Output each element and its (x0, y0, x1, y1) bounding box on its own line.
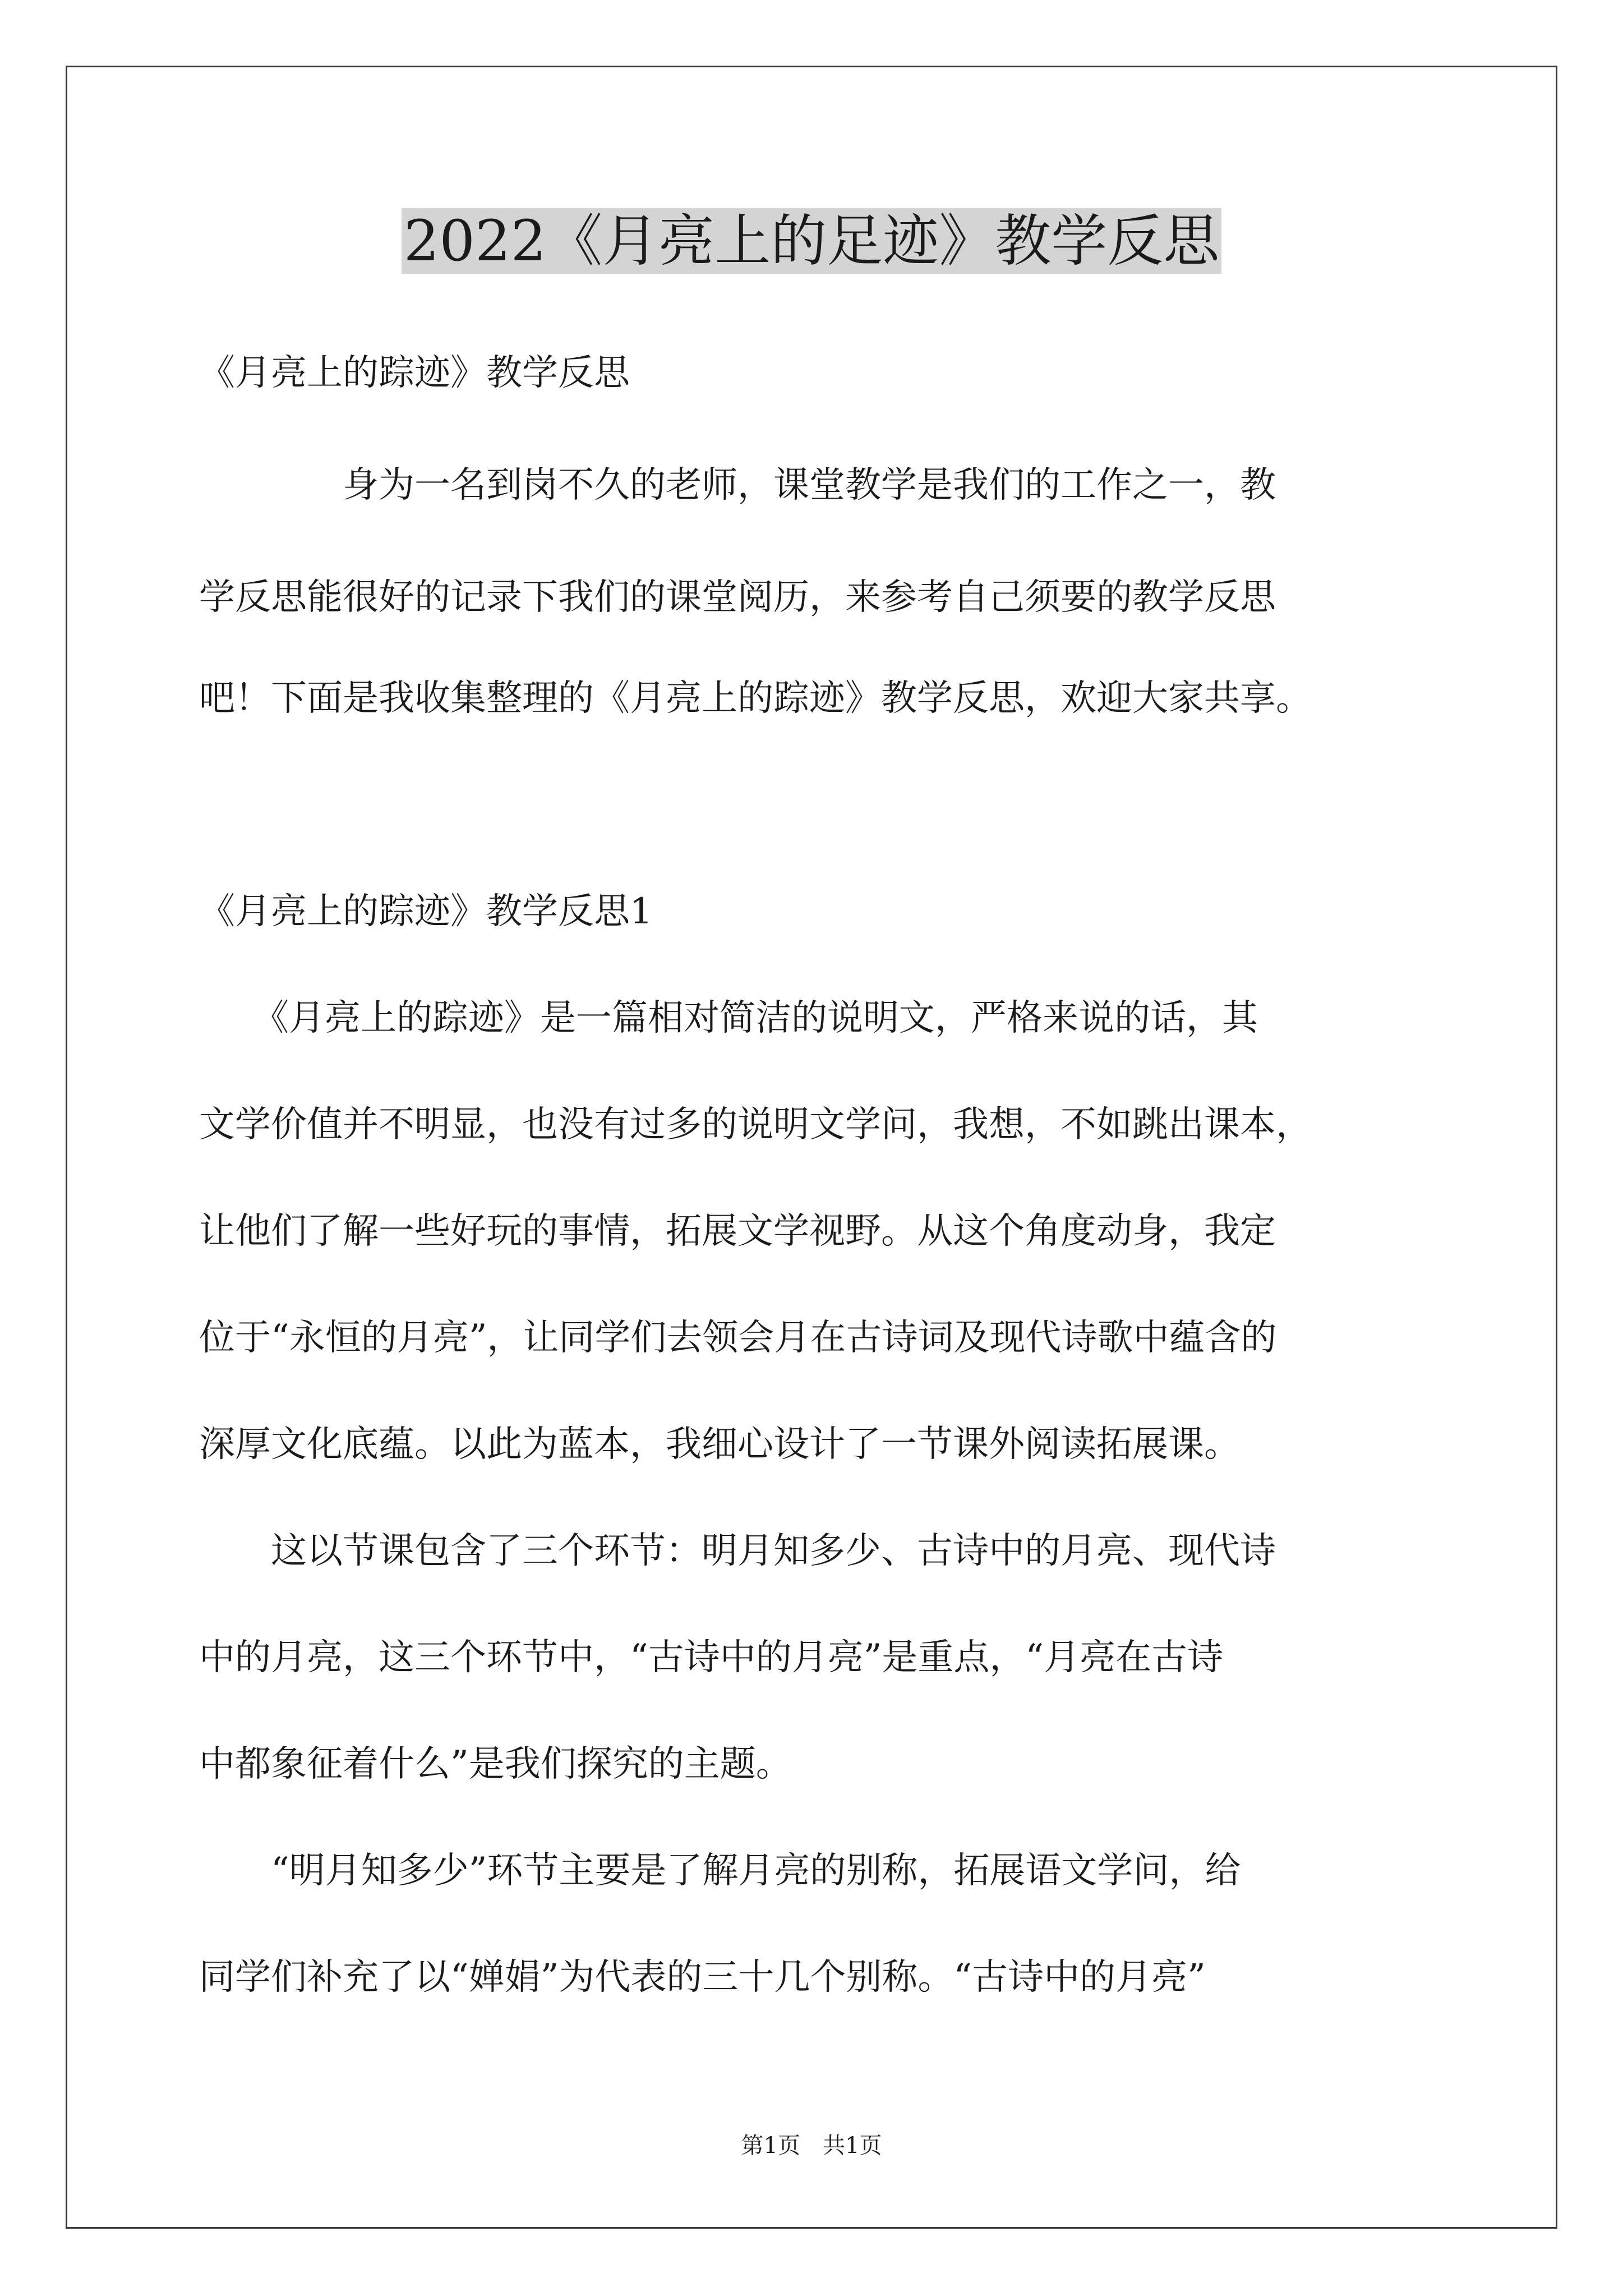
document-title (0, 199, 1623, 283)
page-footer (0, 2129, 1623, 2162)
body-line: 这以节课包含了三个环节：明月知多少、古诗中的月亮、现代诗 (199, 1530, 1276, 1572)
body-line: 《月亮上的踪迹》是一篇相对简洁的说明文，严格来说的话，其 (199, 997, 1258, 1039)
body-line: 让他们了解一些好玩的事情，拓展文学视野。从这个角度动身，我定 (199, 1211, 1276, 1252)
subtitle-line: 《月亮上的踪迹》教学反思 (199, 352, 630, 394)
body-line: 位于“永恒的月亮”，让同学们去领会月在古诗词及现代诗歌中蕴含的 (199, 1317, 1277, 1359)
body-line: 文学价值并不明显，也没有过多的说明文学问，我想，不如跳出课本， (199, 1104, 1312, 1145)
page-number: 第1页 (741, 2133, 800, 2159)
body-line: 中都象征着什么”是我们探究的主题。 (199, 1743, 792, 1785)
body-line: 吧！下面是我收集整理的《月亮上的踪迹》教学反思，欢迎大家共享。 (199, 678, 1312, 719)
page-total: 共1页 (823, 2133, 882, 2159)
body-line: “明月知多少”环节主要是了解月亮的别称，拓展语文学问，给 (199, 1850, 1241, 1892)
section-heading: 《月亮上的踪迹》教学反思1 (199, 891, 653, 932)
document-title-text: 2022《月亮上的足迹》教学反思 (402, 208, 1222, 274)
body-line: 中的月亮，这三个环节中，“古诗中的月亮”是重点，“月亮在古诗 (199, 1637, 1224, 1678)
body-line: 身为一名到岗不久的老师，课堂教学是我们的工作之一，教 (199, 464, 1276, 506)
body-line: 同学们补充了以“婵娟”为代表的三十几个别称。“古诗中的月亮” (199, 1957, 1206, 1998)
body-line: 深厚文化底蕴。以此为蓝本，我细心设计了一节课外阅读拓展课。 (199, 1424, 1240, 1465)
body-line: 学反思能很好的记录下我们的课堂阅历，来参考自己须要的教学反思 (199, 577, 1276, 618)
